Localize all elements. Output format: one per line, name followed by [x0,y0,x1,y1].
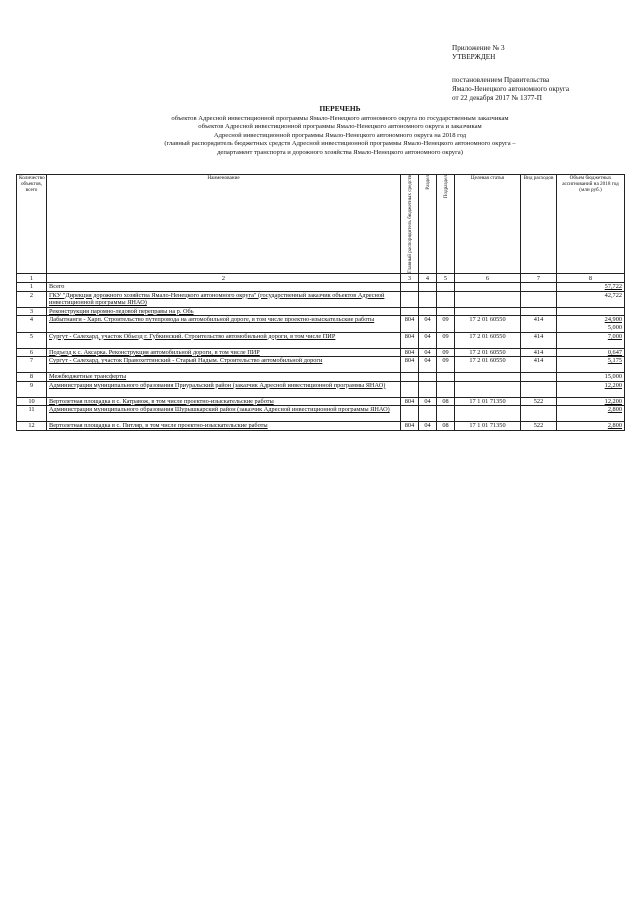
row-volume-value: 57,722 [604,282,622,290]
table-row [17,316,625,332]
row-kind [521,282,557,291]
table-row [17,397,625,406]
row-target: 17 1 01 71350 [455,397,521,406]
approved-label: УТВЕРЖДЕН [452,53,496,61]
row-volume-value: 5,175 [607,357,622,365]
row-subsection [437,291,455,307]
row-target: 17 2 01 60550 [455,332,521,348]
table-row [17,422,625,431]
row-number: 10 [17,397,47,406]
row-grbs [401,381,419,397]
row-name: Администрация муниципального образования Приуральский район (заказчик Адресной инвестиционной программы ЯНАО) [47,381,401,397]
row-name: Лабытнанги - Харп. Строительство путепровода на автомобильной дороге, в том числе проектно-изыскательские работы [47,316,401,332]
row-section: 04 [419,316,437,332]
column-number-row [17,273,625,282]
row-volume-value: 12,200 [604,397,622,405]
row-target [455,373,521,382]
row-volume [557,307,625,316]
row-grbs: 804 [401,332,419,348]
row-target: 17 2 01 60550 [455,316,521,332]
table-header-row [17,175,625,274]
row-grbs: 804 [401,397,419,406]
row-subsection: 09 [437,357,455,373]
row-subsection: 09 [437,332,455,348]
row-name: Сургут - Салехард, участок Обьезд г. Губкинский. Строительство автомобильной дороги, в том числе ПИР [47,332,401,348]
row-name: Вертолетная площадка в с. Питляр, в том числе проектно-изыскательские работы [47,422,401,431]
row-section: 04 [419,348,437,357]
approval-authority: постановлением Правительства [452,76,550,84]
row-number: 8 [17,373,47,382]
row-volume-value-2: 5,000 [607,323,622,331]
row-volume [557,397,625,406]
row-subsection [437,282,455,291]
column-number: 6 [455,273,521,282]
heading-line-3: Адресной инвестиционной программы Ямало-Ненецкого автономного округа на 2018 год [213,131,467,139]
column-number: 2 [47,273,401,282]
row-volume [557,422,625,431]
header-kind: Вид расходов [521,175,557,274]
row-name: Подъезд к с. Аксарка. Реконструкция автомобильной дороги, в том числе ПИР [47,348,401,357]
row-volume-value: 24,900 [604,316,622,324]
row-kind [521,381,557,397]
row-number: 1 [17,282,47,291]
row-volume-value: 2,800 [607,422,622,430]
row-volume-value: 0,647 [607,348,622,356]
row-grbs: 804 [401,357,419,373]
row-kind [521,373,557,382]
appendix-number: Приложение № 3 [452,44,505,52]
row-volume [557,381,625,397]
row-number: 6 [17,348,47,357]
row-grbs [401,373,419,382]
row-section [419,406,437,422]
row-volume [557,406,625,422]
row-subsection: 08 [437,397,455,406]
row-number: 2 [17,291,47,307]
column-number: 5 [437,273,455,282]
row-section [419,282,437,291]
row-volume [557,291,625,307]
column-number: 4 [419,273,437,282]
row-grbs [401,406,419,422]
heading-line-2: объектов Адресной инвестиционной программы Ямало-Ненецкого автономного округа и заказчикам [198,123,482,130]
table-row [17,307,625,316]
row-volume-value-2: 15,000 [604,373,622,381]
row-section: 04 [419,332,437,348]
table-row [17,373,625,382]
row-subsection: 09 [437,348,455,357]
row-number: 5 [17,332,47,348]
row-volume-value: 12,200 [604,381,622,389]
row-kind: 414 [521,357,557,373]
row-name: ГКУ "Дирекция дорожного хозяйства Ямало-Ненецкого автономного округа" (государственный заказчик объектов Адресной инвестиционной программы ЯНАО) [47,291,401,307]
row-name: Сургут - Салехард, участок Правохеттинский - Старый Надым. Строительство автомобильной дороги [47,357,401,373]
row-number: 9 [17,381,47,397]
column-number: 7 [521,273,557,282]
header-section: Раздел [419,175,437,274]
row-kind: 414 [521,332,557,348]
approval-region: Ямало-Ненецкого автономного округа [452,85,570,93]
document-title: ПЕРЕЧЕНЬ [319,104,361,113]
row-target: 17 1 01 71350 [455,422,521,431]
row-name: Реконструкция паромно-ледовой переправы на р. Обь [47,307,401,316]
row-subsection: 09 [437,316,455,332]
document-heading [70,105,610,157]
row-volume [557,282,625,291]
row-section: 04 [419,422,437,431]
row-section [419,291,437,307]
row-kind [521,307,557,316]
heading-line-5: департамент транспорта и дорожного хозяйства Ямало-Ненецкого автономного округа) [217,148,463,156]
row-number: 4 [17,316,47,332]
row-kind [521,291,557,307]
column-number: 1 [17,273,47,282]
row-subsection [437,373,455,382]
table-row [17,332,625,348]
row-grbs: 804 [401,348,419,357]
heading-line-1: объектов Адресной инвестиционной программы Ямало-Ненецкого автономного округа по государственным заказчикам [171,114,509,122]
row-section: 04 [419,357,437,373]
table-row [17,381,625,397]
header-target: Целевая статья [455,175,521,274]
row-target [455,291,521,307]
row-kind: 414 [521,348,557,357]
row-number: 3 [17,307,47,316]
row-target [455,282,521,291]
approval-block [452,44,622,103]
row-subsection [437,381,455,397]
row-grbs [401,282,419,291]
table-row [17,282,625,291]
table-row [17,291,625,307]
row-grbs: 804 [401,422,419,431]
table-row [17,348,625,357]
row-volume-value: 7,000 [607,332,622,340]
header-grbs: Главный распорядитель бюджетных средств [401,175,419,274]
row-grbs [401,307,419,316]
row-volume-value: 2,800 [607,406,622,414]
row-target [455,307,521,316]
objects-table [16,174,625,431]
table-body [17,282,625,430]
row-section [419,307,437,316]
row-target [455,381,521,397]
row-target: 17 2 01 60550 [455,348,521,357]
row-section: 04 [419,397,437,406]
row-target: 17 2 01 60550 [455,357,521,373]
table-row [17,357,625,373]
row-volume [557,332,625,348]
row-kind: 522 [521,397,557,406]
row-kind: 522 [521,422,557,431]
column-number: 8 [557,273,625,282]
row-name: Межбюджетные трансферты [47,373,401,382]
row-volume [557,316,625,332]
column-number: 3 [401,273,419,282]
row-subsection [437,307,455,316]
heading-line-4: (главный распорядитель бюджетных средств Адресной инвестиционной программы Ямало-Ненецкого автономного округа – [164,140,516,147]
row-kind: 414 [521,316,557,332]
row-volume [557,373,625,382]
row-grbs [401,291,419,307]
approval-date: от 22 декабря 2017 № 1377-П [452,94,542,102]
row-subsection [437,406,455,422]
row-volume [557,357,625,373]
header-volume: Объем бюджетных ассигнований на 2018 год (млн руб.) [557,175,625,274]
row-subsection: 08 [437,422,455,431]
row-grbs: 804 [401,316,419,332]
header-subsection: Подраздел [437,175,455,274]
row-number: 12 [17,422,47,431]
header-count: Количество объектов, всего [17,175,47,274]
row-kind [521,406,557,422]
row-target [455,406,521,422]
row-name: Вертолетная площадка в с. Катравож, в том числе проектно-изыскательские работы [47,397,401,406]
row-volume-value-2: 42,722 [604,291,622,299]
row-section [419,381,437,397]
row-number: 11 [17,406,47,422]
row-section [419,373,437,382]
table-row [17,406,625,422]
row-name: Администрация муниципального образования Шурышкарский район (заказчик Адресной инвестиционной программы ЯНАО) [47,406,401,422]
row-number: 7 [17,357,47,373]
row-name: Всего [47,282,401,291]
row-volume [557,348,625,357]
header-name: Наименование [47,175,401,274]
